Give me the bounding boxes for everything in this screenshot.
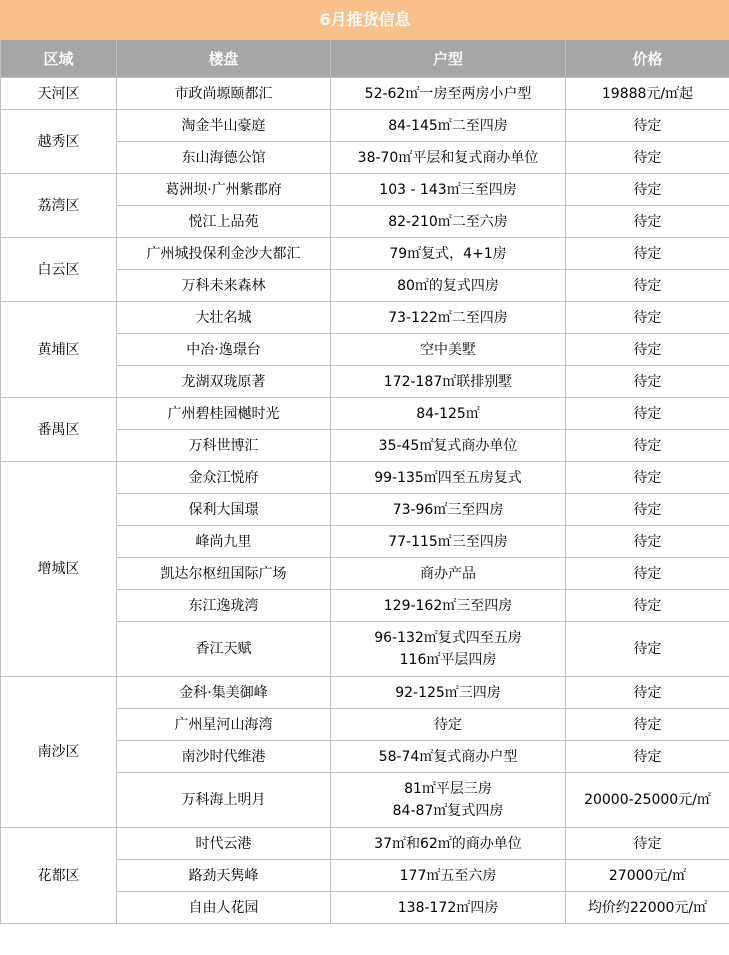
table-row [1, 78, 729, 110]
project-cell: 中冶·逸璟台 [117, 334, 331, 366]
district-cell: 白云区 [1, 238, 117, 302]
price-cell [566, 334, 729, 366]
layout-line: 37㎡和62㎡的商办单位 [374, 835, 522, 852]
project-cell: 东江逸珑湾 [117, 590, 331, 622]
header-row [1, 40, 729, 78]
price-cell [566, 828, 729, 860]
price-cell [566, 398, 729, 430]
price-line: 待定 [633, 565, 662, 582]
layout-line: 79㎡复式，4+1房 [389, 245, 507, 262]
project-cell: 路劲天隽峰 [117, 860, 331, 892]
layout-cell [331, 494, 566, 526]
price-line: 待定 [633, 309, 662, 326]
district-cell: 南沙区 [1, 677, 117, 828]
layout-cell [331, 78, 566, 110]
price-line: 待定 [633, 405, 662, 422]
price-line: 待定 [633, 117, 662, 134]
price-line: 待定 [633, 748, 662, 765]
layout-line: 38-70㎡平层和复式商办单位 [357, 149, 539, 166]
layout-line: 103 - 143㎡三至四房 [379, 181, 517, 198]
price-cell [566, 590, 729, 622]
price-cell [566, 430, 729, 462]
table-row [1, 828, 729, 860]
layout-line: 116㎡平层四房 [399, 652, 497, 668]
header-price: 价格 [566, 40, 729, 78]
price-cell [566, 892, 729, 924]
table-row [1, 677, 729, 709]
price-line: 待定 [633, 181, 662, 198]
layout-line: 99-135㎡四至五房复式 [374, 469, 522, 486]
price-line: 待定 [633, 437, 662, 454]
price-line: 待定 [633, 341, 662, 358]
table-body [1, 78, 729, 924]
layout-cell [331, 860, 566, 892]
price-cell [566, 677, 729, 709]
layout-cell [331, 773, 566, 828]
table-row [1, 302, 729, 334]
layout-line: 52-62㎡一房至两房小户型 [364, 85, 532, 102]
project-cell: 时代云港 [117, 828, 331, 860]
layout-line: 待定 [434, 716, 462, 733]
price-cell [566, 110, 729, 142]
price-line: 待定 [633, 213, 662, 230]
price-cell [566, 78, 729, 110]
price-cell [566, 302, 729, 334]
layout-cell [331, 892, 566, 924]
project-cell: 淘金半山豪庭 [117, 110, 331, 142]
price-line: 待定 [633, 716, 662, 733]
project-cell: 金科·集美御峰 [117, 677, 331, 709]
layout-line: 177㎡五至六房 [399, 867, 497, 884]
layout-cell [331, 366, 566, 398]
price-cell [566, 270, 729, 302]
project-cell: 葛洲坝·广州紫郡府 [117, 174, 331, 206]
layout-cell [331, 741, 566, 773]
layout-line: 商办产品 [420, 565, 476, 582]
district-cell: 黄埔区 [1, 302, 117, 398]
project-cell: 悦江上品苑 [117, 206, 331, 238]
layout-line: 138-172㎡四房 [397, 899, 499, 916]
layout-cell [331, 142, 566, 174]
layout-line: 80㎡的复式四房 [397, 277, 499, 294]
project-cell: 万科世博汇 [117, 430, 331, 462]
price-line: 待定 [633, 469, 662, 486]
price-line: 待定 [633, 684, 662, 701]
project-cell: 金众江悦府 [117, 462, 331, 494]
district-cell: 天河区 [1, 78, 117, 110]
layout-cell [331, 677, 566, 709]
table-row [1, 398, 729, 430]
project-cell: 万科海上明月 [117, 773, 331, 828]
layout-cell [331, 558, 566, 590]
district-cell: 花都区 [1, 828, 117, 924]
project-cell: 峰尚九里 [117, 526, 331, 558]
price-cell [566, 622, 729, 677]
price-line: 27000元/㎡ [608, 867, 687, 884]
layout-cell [331, 622, 566, 677]
table-title: 6月推货信息 [1, 1, 729, 40]
layout-line: 84-87㎡复式四房 [392, 803, 504, 819]
table-row [1, 110, 729, 142]
layout-line: 82-210㎡二至六房 [388, 213, 508, 230]
district-cell: 增城区 [1, 462, 117, 677]
project-cell: 市政尚塬颐都汇 [117, 78, 331, 110]
project-cell: 广州星河山海湾 [117, 709, 331, 741]
layout-line: 73-96㎡三至四房 [392, 501, 504, 518]
project-cell: 保利大国璟 [117, 494, 331, 526]
layout-line: 84-125㎡ [416, 405, 480, 422]
price-cell [566, 709, 729, 741]
price-line: 待定 [633, 641, 662, 657]
layout-cell [331, 238, 566, 270]
project-cell: 万科未来森林 [117, 270, 331, 302]
price-line: 待定 [633, 277, 662, 294]
layout-line: 129-162㎡三至四房 [383, 597, 513, 614]
price-line: 待定 [633, 149, 662, 166]
layout-cell [331, 590, 566, 622]
price-line: 待定 [633, 533, 662, 550]
price-cell [566, 462, 729, 494]
price-cell [566, 206, 729, 238]
project-cell: 凯达尔枢纽国际广场 [117, 558, 331, 590]
layout-line: 空中美墅 [420, 341, 476, 358]
project-cell: 广州城投保利金沙大都汇 [117, 238, 331, 270]
project-cell: 南沙时代维港 [117, 741, 331, 773]
layout-line: 84-145㎡二至四房 [388, 117, 508, 134]
layout-cell [331, 174, 566, 206]
layout-line: 92-125㎡三四房 [395, 684, 501, 701]
price-cell [566, 526, 729, 558]
layout-line: 35-45㎡复式商办单位 [378, 437, 518, 454]
layout-cell [331, 334, 566, 366]
price-cell [566, 366, 729, 398]
price-cell [566, 174, 729, 206]
price-line: 待定 [633, 501, 662, 518]
layout-line: 96-132㎡复式四至五房 [374, 630, 522, 646]
layout-cell [331, 206, 566, 238]
project-cell: 香江天赋 [117, 622, 331, 677]
price-cell [566, 773, 729, 828]
price-line: 均价约22000元/㎡ [587, 899, 708, 916]
layout-cell [331, 430, 566, 462]
header-layout: 户型 [331, 40, 566, 78]
price-cell [566, 494, 729, 526]
district-cell: 番禺区 [1, 398, 117, 462]
price-line: 20000-25000元/㎡ [584, 792, 711, 808]
header-district: 区域 [1, 40, 117, 78]
layout-cell [331, 709, 566, 741]
layout-line: 58-74㎡复式商办户型 [378, 748, 518, 765]
layout-cell [331, 526, 566, 558]
layout-cell [331, 270, 566, 302]
price-cell [566, 860, 729, 892]
price-cell [566, 558, 729, 590]
project-cell: 龙湖双珑原著 [117, 366, 331, 398]
layout-cell [331, 302, 566, 334]
price-line: 待定 [633, 835, 662, 852]
price-cell [566, 741, 729, 773]
table-row [1, 174, 729, 206]
layout-line: 77-115㎡三至四房 [388, 533, 508, 550]
price-line: 待定 [633, 597, 662, 614]
price-cell [566, 142, 729, 174]
price-line: 19888元/㎡起 [601, 85, 694, 102]
header-project: 楼盘 [117, 40, 331, 78]
layout-line: 73-122㎡二至四房 [388, 309, 508, 326]
district-cell: 越秀区 [1, 110, 117, 174]
district-cell: 荔湾区 [1, 174, 117, 238]
layout-cell [331, 828, 566, 860]
table-row [1, 462, 729, 494]
price-cell [566, 238, 729, 270]
layout-cell [331, 110, 566, 142]
project-cell: 广州碧桂园樾时光 [117, 398, 331, 430]
layout-line: 172-187㎡联排别墅 [383, 373, 513, 390]
layout-cell [331, 398, 566, 430]
layout-line: 81㎡平层三房 [404, 781, 492, 797]
project-cell: 自由人花园 [117, 892, 331, 924]
price-line: 待定 [633, 373, 662, 390]
project-cell: 东山海德公馆 [117, 142, 331, 174]
project-cell: 大壮名城 [117, 302, 331, 334]
table-row [1, 238, 729, 270]
price-line: 待定 [633, 245, 662, 262]
layout-cell [331, 462, 566, 494]
